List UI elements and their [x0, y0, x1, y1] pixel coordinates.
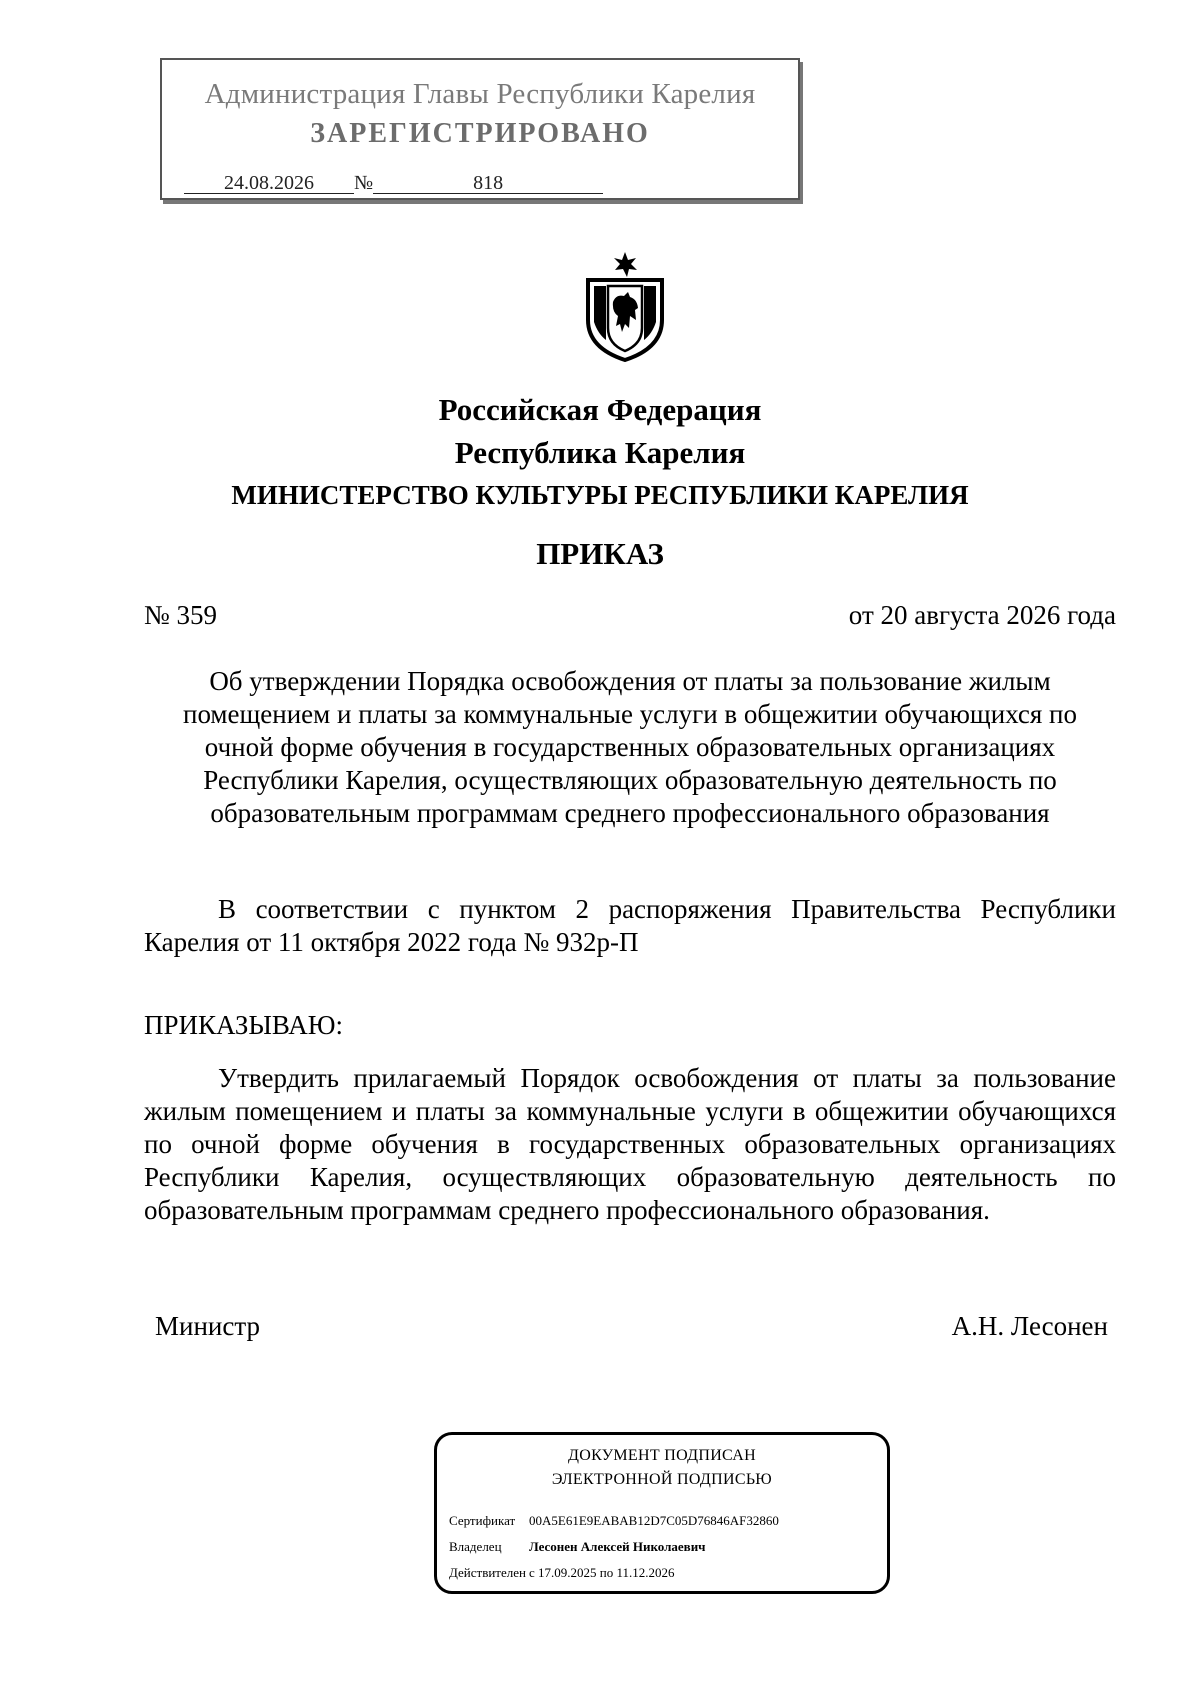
- registration-stamp-details: [184, 172, 603, 195]
- order-date: от 20 августа 2026 года: [848, 600, 1116, 630]
- esign-validity-value: с 17.09.2025 по 11.12.2026: [529, 1565, 675, 1580]
- legal-basis-paragraph: В соответствии с пунктом 2 распоряжения Правительства Республики Карелия от 11 октября 2022 года № 932р-П: [144, 894, 1116, 957]
- ministry-heading: МИНИСТЕРСТВО КУЛЬТУРЫ РЕСПУБЛИКИ КАРЕЛИЯ: [231, 480, 969, 510]
- registration-stamp-authority: Администрация Главы Республики Карелия: [204, 78, 756, 110]
- registration-number: 818: [373, 173, 603, 194]
- signer-title: Министр: [155, 1311, 260, 1341]
- karelia-coat-of-arms-icon: [580, 250, 670, 362]
- document-type: ПРИКАЗ: [536, 536, 664, 571]
- esign-owner-value: Лесонен Алексей Николаевич: [529, 1539, 706, 1554]
- order-subject: Об утверждении Порядка освобождения от платы за пользование жилым помещением и платы за коммунальные услуги в общежитии обучающихся по очной форме обучения в государственных образовательных организациях Республики Карелия, осуществляющих образовательную деятельность по образовательным программам среднего профессионального образования: [183, 666, 1077, 828]
- esign-title-line2: ЭЛЕКТРОННОЙ ПОДПИСЬЮ: [551, 1471, 773, 1488]
- signer-name: А.Н. Лесонен: [951, 1311, 1108, 1341]
- registration-number-label: №: [354, 172, 374, 194]
- esign-certificate-row: [449, 1513, 779, 1529]
- esign-owner-row: [449, 1539, 706, 1555]
- registration-date: 24.08.2026: [184, 173, 354, 194]
- esign-validity-label: Действителен: [449, 1565, 526, 1580]
- registration-stamp: [160, 58, 800, 200]
- esign-certificate-value: 00A5E61E9EABAB12D7C05D76846AF32860: [529, 1513, 779, 1528]
- electronic-signature-stamp: [434, 1432, 890, 1594]
- order-directive-word: ПРИКАЗЫВАЮ:: [144, 1010, 343, 1040]
- registration-stamp-status: ЗАРЕГИСТРИРОВАНО: [310, 118, 650, 149]
- region-heading: Республика Карелия: [454, 435, 746, 470]
- resolution-paragraph: Утвердить прилагаемый Порядок освобождения от платы за пользование жилым помещением и платы за коммунальные услуги в общежитии обучающихся по очной форме обучения в государственных образовательных организациях Республики Карелия, осуществляющих образовательную деятельность по образовательным программам среднего профессионального образования.: [144, 1063, 1116, 1225]
- order-number: № 359: [144, 600, 218, 630]
- esign-owner-label: Владелец: [449, 1539, 502, 1554]
- esign-title-line1: ДОКУМЕНТ ПОДПИСАН: [568, 1447, 756, 1464]
- country-heading: Российская Федерация: [438, 392, 762, 427]
- esign-validity-row: [449, 1565, 675, 1581]
- esign-certificate-label: Сертификат: [449, 1513, 516, 1528]
